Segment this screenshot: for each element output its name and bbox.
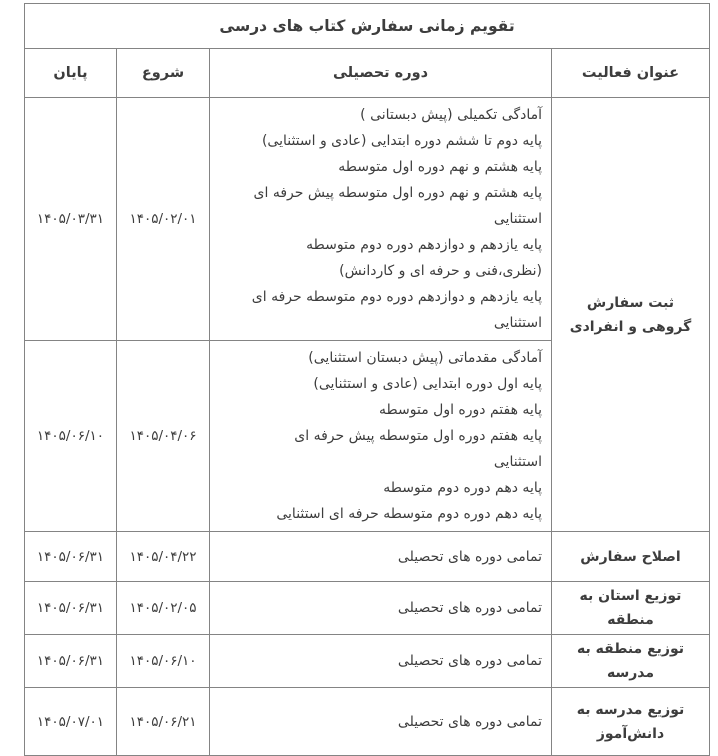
activity-cell-school-to-student: توزیع مدرسه به دانش‌آموز bbox=[552, 688, 710, 756]
period-line: استثنایی bbox=[493, 454, 542, 470]
period-line: پایه دهم دوره دوم متوسطه حرفه ای استثنایی bbox=[276, 506, 542, 522]
table-title: تقویم زمانی سفارش کتاب های درسی bbox=[24, 4, 709, 49]
table-row bbox=[24, 635, 709, 688]
period-cell: تمامی دوره های تحصیلی bbox=[210, 532, 552, 582]
column-header-start: شروع bbox=[117, 49, 210, 98]
column-header-activity: عنوان فعالیت bbox=[552, 49, 710, 98]
start-date: ۱۴۰۵/۰۴/۲۲ bbox=[117, 532, 210, 582]
period-line: پایه یازدهم و دوازدهم دوره دوم متوسطه حرفه ای bbox=[251, 289, 542, 305]
period-line: پایه اول دوره ابتدایی (عادی و استثنایی) bbox=[313, 376, 542, 392]
start-date: ۱۴۰۵/۰۶/۲۱ bbox=[117, 688, 210, 756]
period-cell bbox=[210, 98, 552, 341]
table-row bbox=[24, 688, 709, 756]
period-line: استثنایی bbox=[493, 315, 542, 331]
period-cell: تمامی دوره های تحصیلی bbox=[210, 635, 552, 688]
period-cell bbox=[210, 341, 552, 532]
activity-cell-order-registration: ثبت سفارش گروهی و انفرادی bbox=[552, 98, 710, 532]
period-cell: تمامی دوره های تحصیلی bbox=[210, 688, 552, 756]
column-header-period: دوره تحصیلی bbox=[210, 49, 552, 98]
column-header-end: پایان bbox=[24, 49, 116, 98]
end-date: ۱۴۰۵/۰۶/۳۱ bbox=[24, 532, 116, 582]
period-line: پایه هفتم دوره اول متوسطه پیش حرفه ای bbox=[294, 428, 542, 444]
period-line: پایه دهم دوره دوم متوسطه bbox=[383, 480, 542, 496]
activity-cell-province-to-district: توزیع استان به منطقه bbox=[552, 582, 710, 635]
end-date: ۱۴۰۵/۰۶/۳۱ bbox=[24, 635, 116, 688]
end-date: ۱۴۰۵/۰۶/۱۰ bbox=[24, 341, 116, 532]
activity-cell-district-to-school: توزیع منطقه به مدرسه bbox=[552, 635, 710, 688]
period-line: پایه هشتم و نهم دوره اول متوسطه bbox=[338, 159, 542, 175]
period-line: آمادگی مقدماتی (پیش دبستان استثنایی) bbox=[308, 350, 542, 366]
start-date: ۱۴۰۵/۰۴/۰۶ bbox=[117, 341, 210, 532]
period-cell: تمامی دوره های تحصیلی bbox=[210, 582, 552, 635]
period-line: آمادگی تکمیلی (پیش دبستانی ) bbox=[360, 107, 542, 123]
table-row bbox=[24, 582, 709, 635]
period-line: پایه هشتم و نهم دوره اول متوسطه پیش حرفه ای bbox=[253, 185, 542, 201]
period-line: استثنایی bbox=[493, 211, 542, 227]
textbook-order-schedule-table bbox=[24, 3, 710, 756]
start-date: ۱۴۰۵/۰۶/۱۰ bbox=[117, 635, 210, 688]
period-line: پایه یازدهم و دوازدهم دوره دوم متوسطه bbox=[306, 237, 542, 253]
activity-cell-order-correction: اصلاح سفارش bbox=[552, 532, 710, 582]
period-line: پایه هفتم دوره اول متوسطه bbox=[379, 402, 542, 418]
end-date: ۱۴۰۵/۰۷/۰۱ bbox=[24, 688, 116, 756]
period-line: پایه دوم تا ششم دوره ابتدایی (عادی و استثنایی) bbox=[261, 133, 542, 149]
table-row bbox=[24, 98, 709, 341]
end-date: ۱۴۰۵/۰۶/۳۱ bbox=[24, 582, 116, 635]
title-row bbox=[24, 4, 709, 49]
end-date: ۱۴۰۵/۰۳/۳۱ bbox=[24, 98, 116, 341]
period-line: (نظری،فنی و حرفه ای و کاردانش) bbox=[339, 263, 542, 279]
table-row bbox=[24, 532, 709, 582]
header-row bbox=[24, 49, 709, 98]
start-date: ۱۴۰۵/۰۲/۰۱ bbox=[117, 98, 210, 341]
start-date: ۱۴۰۵/۰۲/۰۵ bbox=[117, 582, 210, 635]
